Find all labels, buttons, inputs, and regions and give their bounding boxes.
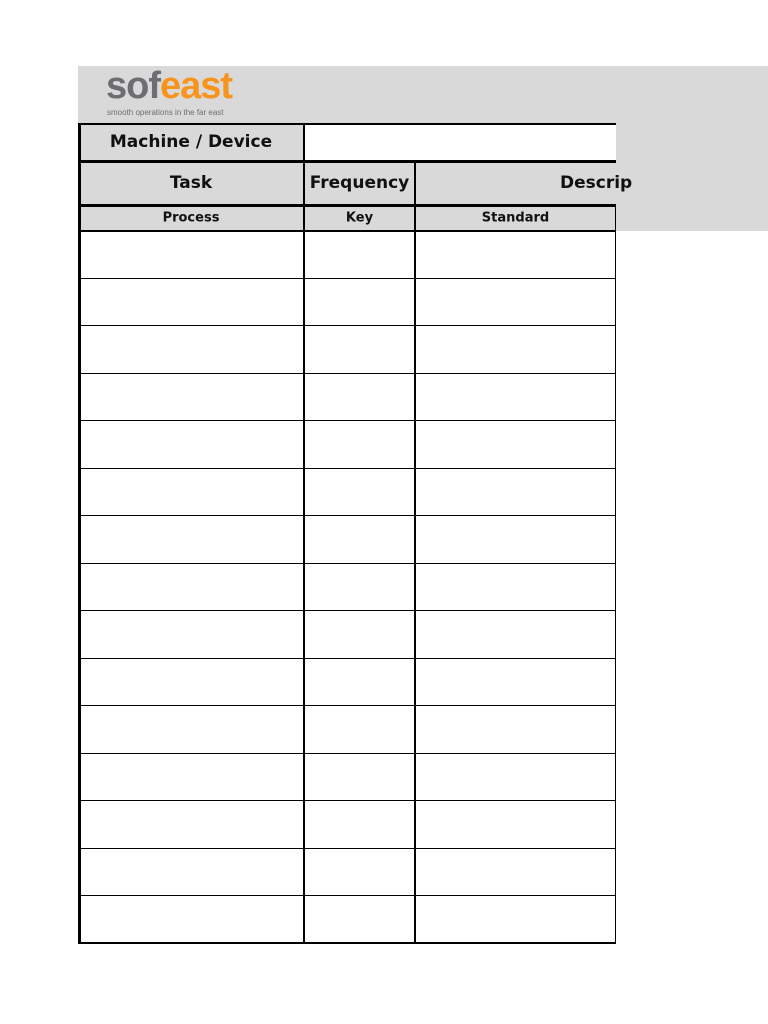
key-cell[interactable] [304, 754, 415, 802]
standard-cell[interactable] [415, 564, 616, 612]
process-cell[interactable] [78, 374, 304, 422]
key-cell[interactable] [304, 564, 415, 612]
key-cell[interactable] [304, 611, 415, 659]
grid-line [78, 204, 616, 207]
key-subheader-cell [304, 205, 415, 231]
standard-cell[interactable] [415, 326, 616, 374]
table-row [78, 469, 616, 517]
grid-line [78, 160, 616, 163]
standard-cell[interactable] [415, 659, 616, 707]
frequency-header-cell [304, 161, 415, 205]
process-cell[interactable] [78, 659, 304, 707]
standard-cell[interactable] [415, 801, 616, 849]
grid-line [78, 123, 616, 125]
process-cell[interactable] [78, 801, 304, 849]
table-row [78, 611, 616, 659]
process-cell[interactable] [78, 754, 304, 802]
machine-device-value-cell[interactable] [304, 123, 616, 161]
grid-line [414, 161, 416, 944]
task-header-cell [78, 161, 304, 205]
grid-line [78, 230, 616, 232]
grid-line [615, 205, 616, 944]
process-cell[interactable] [78, 231, 304, 279]
process-cell[interactable] [78, 279, 304, 327]
process-cell[interactable] [78, 611, 304, 659]
logo-wordmark [106, 66, 232, 106]
frequency-header: Frequency [309, 173, 410, 193]
table-row [78, 801, 616, 849]
key-cell[interactable] [304, 801, 415, 849]
table-row [78, 849, 616, 897]
process-cell[interactable] [78, 849, 304, 897]
machine-device-label-cell [78, 123, 304, 161]
process-subheader: Process [162, 210, 220, 226]
key-cell[interactable] [304, 706, 415, 754]
table-row [78, 754, 616, 802]
grid-line [303, 123, 305, 944]
process-cell[interactable] [78, 516, 304, 564]
standard-cell[interactable] [415, 374, 616, 422]
standard-cell[interactable] [415, 516, 616, 564]
table-row [78, 516, 616, 564]
logo-text-east: east [160, 65, 233, 107]
standard-cell[interactable] [415, 706, 616, 754]
maintenance-table [78, 123, 633, 944]
key-cell[interactable] [304, 516, 415, 564]
logo-tagline: smooth operations in the far east [107, 108, 224, 117]
standard-cell[interactable] [415, 231, 616, 279]
process-cell[interactable] [78, 326, 304, 374]
table-row [78, 564, 616, 612]
key-cell[interactable] [304, 659, 415, 707]
standard-cell[interactable] [415, 421, 616, 469]
key-cell[interactable] [304, 896, 415, 944]
process-cell[interactable] [78, 564, 304, 612]
grid-line [78, 123, 81, 944]
table-row [78, 706, 616, 754]
key-subheader: Key [345, 210, 374, 226]
standard-cell[interactable] [415, 611, 616, 659]
key-cell[interactable] [304, 279, 415, 327]
process-cell[interactable] [78, 896, 304, 944]
standard-cell[interactable] [415, 896, 616, 944]
process-cell[interactable] [78, 469, 304, 517]
description-header-cell [415, 161, 633, 205]
standard-subheader-cell [415, 205, 616, 231]
table-row [78, 659, 616, 707]
grid-line [78, 942, 616, 944]
logo-text-sof: sof [106, 65, 160, 107]
process-cell[interactable] [78, 421, 304, 469]
key-cell[interactable] [304, 469, 415, 517]
table-row [78, 421, 616, 469]
description-header: Descrip [560, 173, 633, 193]
table-body [78, 231, 616, 944]
key-cell[interactable] [304, 231, 415, 279]
sofeast-logo [106, 66, 256, 121]
standard-cell[interactable] [415, 279, 616, 327]
standard-cell[interactable] [415, 754, 616, 802]
table-row [78, 374, 616, 422]
process-subheader-cell [78, 205, 304, 231]
table-row [78, 231, 616, 279]
table-row [78, 896, 616, 944]
key-cell[interactable] [304, 326, 415, 374]
table-row [78, 279, 616, 327]
standard-cell[interactable] [415, 849, 616, 897]
standard-cell[interactable] [415, 469, 616, 517]
key-cell[interactable] [304, 374, 415, 422]
task-header: Task [169, 173, 213, 193]
process-cell[interactable] [78, 706, 304, 754]
key-cell[interactable] [304, 849, 415, 897]
table-row [78, 326, 616, 374]
standard-subheader: Standard [481, 210, 550, 226]
key-cell[interactable] [304, 421, 415, 469]
machine-device-label: Machine / Device [109, 132, 273, 152]
